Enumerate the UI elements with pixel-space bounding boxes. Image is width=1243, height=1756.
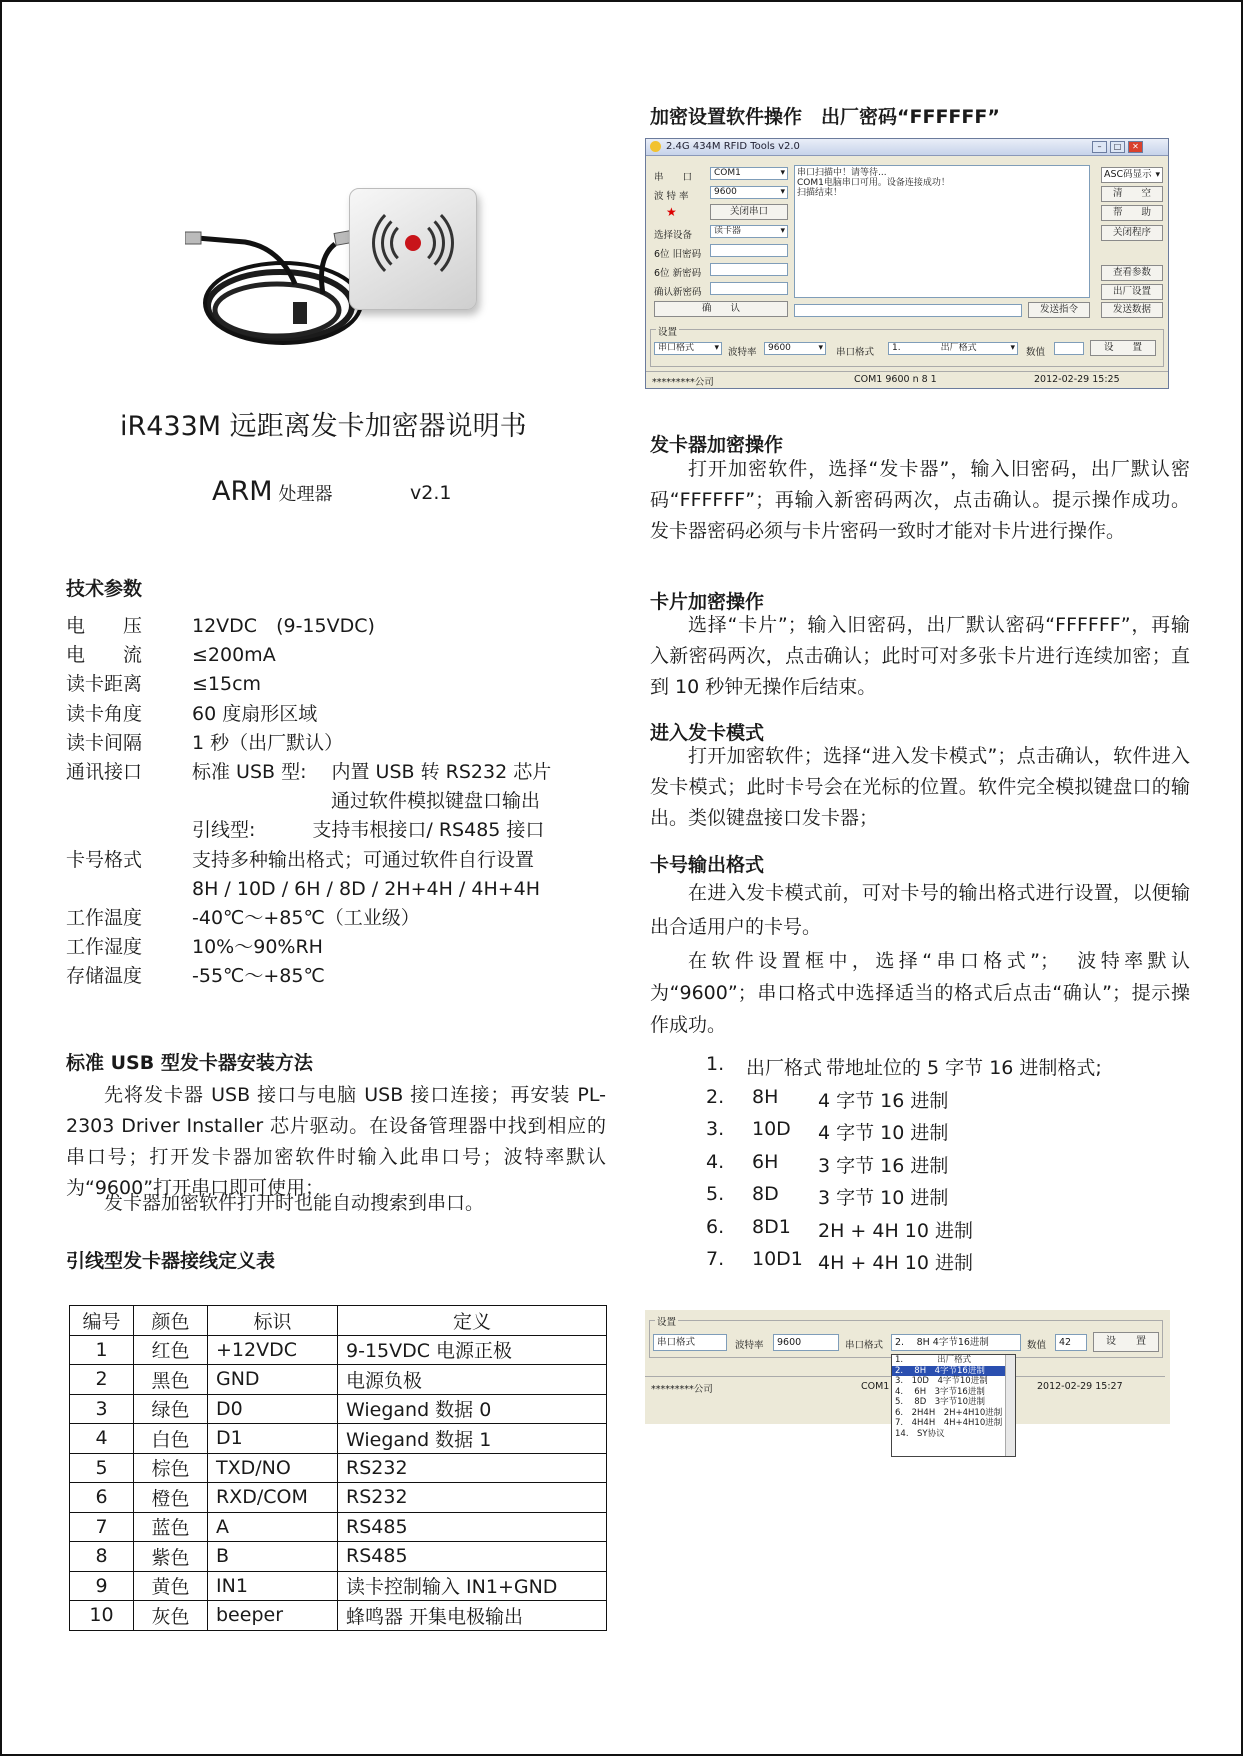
spec-row <box>66 875 606 903</box>
table-header: 颜色 <box>134 1306 208 1336</box>
card-encrypt-text: 选择“卡片”；输入旧密码，出厂默认密码“FFFFFF”，再输入新密码两次，点击确认；此时可对多张卡片进行连续加密；直到 10 秒钟无操作后结束。 <box>650 614 1190 698</box>
table-cell: 橙色 <box>134 1483 208 1513</box>
format-item <box>706 1053 1166 1081</box>
close-port-button[interactable]: 关闭串口 <box>710 204 788 220</box>
format-item-number: 5. <box>706 1183 725 1205</box>
table-row <box>70 1483 607 1513</box>
maximize-button[interactable]: □ <box>1110 141 1125 153</box>
table-cell: 棕色 <box>134 1453 208 1483</box>
table-cell: 黑色 <box>134 1365 208 1395</box>
list-item[interactable]: 7. 4H4H 4H+4H10进制 <box>895 1418 1003 1428</box>
format-select[interactable]: 串口格式 ▾ <box>654 342 722 355</box>
status-bar <box>646 371 1168 388</box>
spec-value: -40℃～+85℃（工业级） <box>192 907 420 929</box>
table-cell: +12VDC <box>208 1335 338 1365</box>
set-button[interactable]: 设 置 <box>1090 340 1156 356</box>
serial-format-select[interactable]: 2. 8H 4字节16进制 <box>891 1334 1021 1351</box>
format-item-code: 6H <box>752 1150 779 1173</box>
table-cell: 6 <box>70 1483 134 1513</box>
doc-title: iR433M 远距离发卡加密器说明书 <box>120 411 527 442</box>
list-item[interactable]: 14. SY协议 <box>895 1428 945 1439</box>
table-row <box>70 1365 607 1395</box>
spec-row <box>66 612 606 640</box>
table-row <box>70 1424 607 1454</box>
table-row <box>70 1601 607 1631</box>
output-format-p2: 在软件设置框中，选择“串口格式”； 波特率默认为“9600”；串口格式中选择适当的格式后点击“确认”；提示操作成功。 <box>650 950 1190 1036</box>
format-item-number: 2. <box>706 1085 725 1108</box>
factory-settings-button[interactable]: 出厂设置 <box>1101 284 1163 300</box>
issue-mode-text: 打开加密软件；选择“进入发卡模式”；点击确认，软件进入发卡模式；此时卡号会在光标的位置。软件完全模拟键盘口的输出。类似键盘接口发卡器； <box>650 745 1190 829</box>
table-cell: D1 <box>208 1424 338 1454</box>
spec-value: 1 秒（出厂默认） <box>192 731 344 754</box>
spec-value: ≤15cm <box>192 673 262 696</box>
table-cell: 蓝色 <box>134 1512 208 1542</box>
table-cell: RS485 <box>338 1542 607 1572</box>
count-label: 数值 <box>1026 347 1046 358</box>
spec-key: 读卡距离 <box>66 673 143 696</box>
port-select[interactable]: COM1 ▾ <box>710 167 788 180</box>
format-item <box>706 1248 1166 1276</box>
table-cell: GND <box>208 1365 338 1395</box>
card-encrypt-heading: 卡片加密操作 <box>650 591 765 613</box>
port-label: 串 口 <box>654 172 693 183</box>
minimize-button[interactable]: – <box>1092 141 1107 153</box>
spec-key: 卡号格式 <box>66 848 143 871</box>
format-item <box>706 1086 1166 1114</box>
baud-select[interactable]: 9600 <box>773 1334 839 1351</box>
format-item-code: 10D <box>752 1118 791 1140</box>
list-item[interactable]: 5. 8D 3字节10进制 <box>895 1397 985 1407</box>
wiring-heading: 引线型发卡器接线定义表 <box>66 1250 276 1272</box>
table-cell: TXD/NO <box>208 1453 338 1483</box>
table-cell: RS485 <box>338 1512 607 1542</box>
asc-display-select[interactable]: ASC码显示 ▾ <box>1101 167 1163 183</box>
spec-value: 支持多种输出格式；可通过软件自行设置 <box>192 848 535 871</box>
software-heading: 加密设置软件操作 出厂密码“FFFFFF” <box>650 106 1000 128</box>
new-pwd-input[interactable] <box>710 263 788 276</box>
log-line: 串口扫描中！请等待... <box>797 168 887 178</box>
table-cell: 黄色 <box>134 1571 208 1601</box>
status-company: *********公司 <box>652 377 714 388</box>
output-format-heading: 卡号输出格式 <box>650 854 765 876</box>
table-row <box>70 1542 607 1572</box>
table-cell: 5 <box>70 1453 134 1483</box>
table-cell: RS232 <box>338 1483 607 1513</box>
table-cell: 读卡控制输入 IN1+GND <box>338 1571 607 1601</box>
spec-row <box>66 729 606 757</box>
spec-row <box>66 641 606 669</box>
spec-value: 通过软件模拟键盘口输出 <box>192 790 541 813</box>
spec-row <box>66 846 606 874</box>
spec-row <box>66 816 606 844</box>
table-header: 标识 <box>208 1306 338 1336</box>
table-cell: Wiegand 数据 0 <box>338 1394 607 1424</box>
view-params-button[interactable]: 查看参数 <box>1101 265 1163 281</box>
table-row <box>70 1394 607 1424</box>
close-program-button[interactable]: 关闭程序 <box>1101 225 1163 241</box>
spec-row <box>66 787 606 815</box>
set-button[interactable]: 设 置 <box>1093 1332 1159 1352</box>
table-cell: 蜂鸣器 开集电极输出 <box>338 1601 607 1631</box>
spec-key: 电 压 <box>66 615 143 637</box>
doc-version: v2.1 <box>410 482 452 504</box>
table-cell: RXD/COM <box>208 1483 338 1513</box>
reader-device <box>349 188 477 310</box>
spec-key: 通讯接口 <box>66 761 143 783</box>
send-data-button[interactable]: 发送数据 <box>1101 302 1163 318</box>
table-cell: 1 <box>70 1335 134 1365</box>
format-item <box>706 1151 1166 1179</box>
table-cell: Wiegand 数据 1 <box>338 1424 607 1454</box>
settings-group-label: 设置 <box>656 324 679 338</box>
usb-install-p2: 发卡器加密软件打开时也能自动搜索到串口。 <box>104 1192 485 1214</box>
spec-value: 8H / 10D / 6H / 8D / 2H+4H / 4H+4H <box>192 877 541 900</box>
usb-install-heading: 标准 USB 型发卡器安装方法 <box>66 1052 313 1074</box>
baud2-label: 波特率 <box>728 347 757 358</box>
table-cell: 9-15VDC 电源正极 <box>338 1335 607 1365</box>
old-pwd-input[interactable] <box>710 244 788 257</box>
send-input[interactable] <box>794 304 1022 317</box>
format-item-number: 7. <box>706 1248 725 1270</box>
star-icon: ★ <box>666 205 677 219</box>
table-cell: RS232 <box>338 1453 607 1483</box>
list-item[interactable]: 6. 2H4H 2H+4H10进制 <box>895 1407 1003 1418</box>
spec-value: 10%～90%RH <box>192 936 323 959</box>
serial-format-select[interactable]: 1. 出厂格式 ▾ <box>888 342 1018 355</box>
format-item-desc: 3 字节 16 进制 <box>818 1154 949 1177</box>
rfid-tools-window <box>645 138 1169 389</box>
count-input[interactable]: 42 <box>1055 1334 1087 1351</box>
issue-mode-heading: 进入发卡模式 <box>650 722 765 744</box>
confirm-pwd-input[interactable] <box>710 282 788 295</box>
table-cell: 绿色 <box>134 1394 208 1424</box>
spec-row <box>66 904 606 932</box>
format-item-desc: 4 字节 16 进制 <box>818 1089 949 1112</box>
table-cell: 8 <box>70 1542 134 1572</box>
usb-install-p1: 先将发卡器 USB 接口与电脑 USB 接口连接；再安装 PL-2303 Driver Installer 芯片驱动。在设备管理器中找到相应的串口号；打开发卡器加密软件时输入此串口号；波特率默认为“9600”打开串口即可使用； <box>66 1084 606 1199</box>
table-row <box>70 1453 607 1483</box>
spec-value: ≤200mA <box>192 644 276 667</box>
log-line: COM1电脑串口可用。设备连接成功！ <box>797 178 950 188</box>
status-company: *********公司 <box>651 1384 713 1395</box>
spec-key: 读卡角度 <box>66 702 143 725</box>
format-select[interactable]: 串口格式 <box>653 1334 727 1351</box>
help-button[interactable]: 帮 助 <box>1101 205 1163 221</box>
spec-key: 工作湿度 <box>66 936 143 959</box>
table-row <box>70 1571 607 1601</box>
status-time: 2012-02-29 15:27 <box>1037 1381 1123 1392</box>
format-item-code: 出厂格式 <box>746 1057 823 1079</box>
status-port: COM1 9600 n 8 1 <box>854 374 937 385</box>
spec-key: 存储温度 <box>66 965 143 988</box>
format-item-code: 8H <box>752 1085 779 1108</box>
serial-format-label: 串口格式 <box>845 1340 884 1351</box>
format-dropdown-list[interactable] <box>891 1354 1016 1457</box>
table-cell: 2 <box>70 1365 134 1395</box>
list-scrollbar[interactable] <box>1005 1355 1015 1456</box>
spec-value: 12VDC (9-15VDC) <box>192 615 375 637</box>
table-cell: 紫色 <box>134 1542 208 1572</box>
table-cell: 3 <box>70 1394 134 1424</box>
confirm-pwd-label: 确认新密码 <box>654 287 702 298</box>
format-item-desc: 2H + 4H 10 进制 <box>818 1219 974 1242</box>
send-command-button[interactable]: 发送指令 <box>1028 302 1090 318</box>
format-item-number: 1. <box>706 1053 725 1075</box>
format-item-desc: 带地址位的 5 字节 16 进制格式; <box>826 1057 1102 1079</box>
baud2-select[interactable]: 9600 ▾ <box>764 342 826 355</box>
table-header: 编号 <box>70 1306 134 1336</box>
format-item-desc: 4 字节 10 进制 <box>818 1122 949 1144</box>
status-time: 2012-02-29 15:25 <box>1034 374 1120 385</box>
clear-button[interactable]: 清 空 <box>1101 186 1163 202</box>
format-item-desc: 4H + 4H 10 进制 <box>818 1252 974 1274</box>
spec-row <box>66 700 606 728</box>
spec-row <box>66 670 606 698</box>
table-cell: 10 <box>70 1601 134 1631</box>
table-cell: D0 <box>208 1394 338 1424</box>
spec-key: 读卡间隔 <box>66 731 143 754</box>
serial-format-label: 串口格式 <box>836 347 875 358</box>
table-cell: 7 <box>70 1512 134 1542</box>
led-indicator <box>405 235 421 251</box>
table-cell: 9 <box>70 1571 134 1601</box>
device-select[interactable]: 读卡器 ▾ <box>710 225 788 238</box>
log-line: 扫描结束！ <box>797 188 843 198</box>
baud-select[interactable]: 9600 ▾ <box>710 186 788 199</box>
list-item-selected[interactable]: 2. 8H 4字节16进制 <box>892 1366 1015 1377</box>
settings-group-label: 设置 <box>655 1314 678 1328</box>
list-item[interactable]: 4. 6H 3字节16进制 <box>895 1386 985 1397</box>
issuer-encrypt-heading: 发卡器加密操作 <box>650 434 784 456</box>
format-item-code: 8D <box>752 1183 779 1205</box>
table-row <box>70 1335 607 1365</box>
spec-value: 引线型: 支持韦根接口/ RS485 接口 <box>192 819 545 842</box>
format-item <box>706 1183 1166 1211</box>
spec-key: 电 流 <box>66 644 143 667</box>
table-header: 定义 <box>338 1306 607 1336</box>
close-window-button[interactable]: ✕ <box>1128 141 1143 153</box>
list-item[interactable]: 3. 10D 4字节10进制 <box>895 1376 988 1386</box>
output-format-p1: 在进入发卡模式前，可对卡号的输出格式进行设置，以便输出合适用户的卡号。 <box>650 882 1190 938</box>
table-cell: 灰色 <box>134 1601 208 1631</box>
spec-key: 工作温度 <box>66 907 143 929</box>
format-item-number: 4. <box>706 1150 725 1173</box>
format-item <box>706 1216 1166 1244</box>
table-cell: 4 <box>70 1424 134 1454</box>
old-pwd-label: 6位 旧密码 <box>654 249 702 260</box>
table-cell: B <box>208 1542 338 1572</box>
table-cell: IN1 <box>208 1571 338 1601</box>
window-titlebar <box>646 139 1168 156</box>
wiring-table <box>69 1305 607 1631</box>
spec-row <box>66 962 606 990</box>
format-item <box>706 1118 1166 1146</box>
table-cell: 电源负极 <box>338 1365 607 1395</box>
spec-row <box>66 933 606 961</box>
window-title: 2.4G 434M RFID Tools v2.0 <box>666 141 800 152</box>
table-cell: 白色 <box>134 1424 208 1454</box>
format-item-desc: 3 字节 10 进制 <box>818 1187 949 1209</box>
table-cell: beeper <box>208 1601 338 1631</box>
spec-value: -55℃～+85℃ <box>192 965 325 988</box>
settings-screenshot <box>645 1310 1170 1439</box>
app-icon <box>650 141 661 152</box>
format-item-code: 8D1 <box>752 1215 791 1238</box>
specs-heading: 技术参数 <box>66 578 143 600</box>
table-row <box>70 1512 607 1542</box>
format-item-number: 3. <box>706 1118 725 1140</box>
list-item[interactable]: 1. 出厂格式 <box>895 1355 972 1365</box>
table-cell: A <box>208 1512 338 1542</box>
usb-cable-icon <box>185 224 375 359</box>
issuer-encrypt-text: 打开加密软件，选择“发卡器”，输入旧密码，出厂默认密码“FFFFFF”；再输入新密码两次，点击确认。提示操作成功。发卡器密码必须与卡片密码一致时才能对卡片进行操作。 <box>650 458 1190 542</box>
baud-label: 波 特 率 <box>654 191 689 202</box>
doc-subtitle: ARM 处理器 <box>212 476 333 507</box>
count-label: 数值 <box>1027 1340 1047 1351</box>
device-label: 选择设备 <box>654 230 693 241</box>
status-port: COM1 <box>861 1381 890 1392</box>
table-cell: 红色 <box>134 1335 208 1365</box>
new-pwd-label: 6位 新密码 <box>654 268 702 279</box>
count-input[interactable] <box>1054 342 1084 355</box>
spec-value: 60 度扇形区域 <box>192 702 318 725</box>
format-item-number: 6. <box>706 1215 725 1238</box>
format-item-code: 10D1 <box>752 1248 803 1270</box>
baud-label: 波特率 <box>735 1340 764 1351</box>
spec-row <box>66 758 606 786</box>
confirm-button[interactable]: 确 认 <box>654 301 788 317</box>
log-output <box>794 165 1090 298</box>
spec-value: 标准 USB 型: 内置 USB 转 RS232 芯片 <box>192 761 552 783</box>
